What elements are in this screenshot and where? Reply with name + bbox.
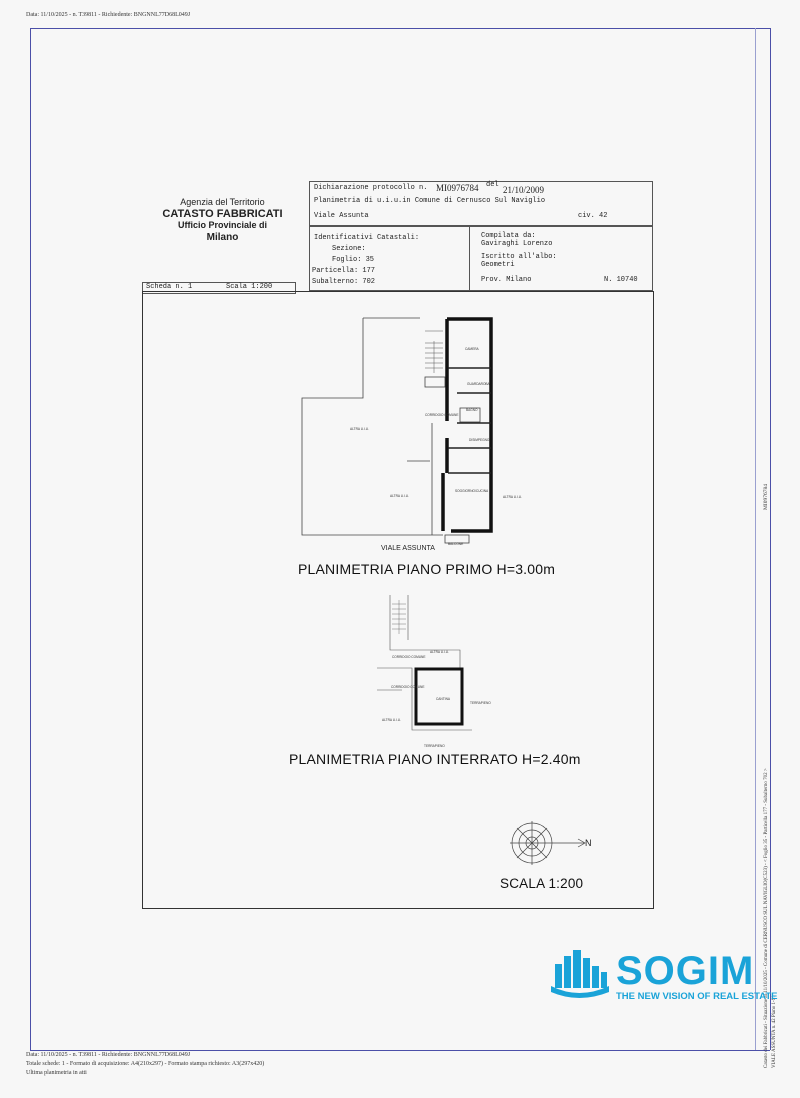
registered-label: Iscritto all'albo: (481, 253, 557, 261)
frame-inner-right (755, 28, 756, 1050)
agency-heading (150, 197, 295, 243)
basement-title: PLANIMETRIA PIANO INTERRATO H=2.40m (289, 751, 581, 767)
civic-number: civ. 42 (578, 212, 608, 220)
room-altra-2: ALTRA U.I.U. (390, 494, 409, 498)
sogim-logo-icon (549, 948, 611, 1000)
compiled-by: Compilata da: (481, 232, 536, 240)
first-floor-plan (295, 313, 530, 551)
room-camera: CAMERA (465, 347, 479, 351)
frame-right (770, 28, 771, 1050)
street-name: Viale Assunta (314, 212, 369, 220)
profession: Geometri (481, 261, 515, 269)
scala-small: Scala 1:200 (226, 283, 273, 291)
frame-left (30, 28, 31, 1050)
room-altra-b1: ALTRA U.I.U. (430, 650, 449, 654)
room-altra-b2: ALTRA U.I.U. (382, 718, 401, 722)
room-altra-3: ALTRA U.I.U. (503, 495, 522, 499)
agency-line3: Ufficio Provinciale di (177, 220, 268, 230)
footer-line1: Data: 11/10/2025 - n. T39811 - Richiedente: BNGNNL77D68L049J (26, 1052, 191, 1058)
agency-line1: Agenzia del Territorio (180, 197, 265, 207)
room-bagno: BAGNO (466, 408, 478, 412)
basement-stairs (392, 600, 406, 634)
compiler-name: Gaviraghi Lorenzo (481, 240, 553, 248)
protocol-label: Dichiarazione protocollo n. (314, 184, 428, 192)
side-line2: VIALE ASSUNTA n. 42 Piano 1-S1 (772, 995, 777, 1068)
room-terrapieno-1: TERRAPIENO (470, 701, 491, 705)
room-guardaroba: GUARDAROBA (467, 382, 490, 386)
stairs (425, 331, 443, 373)
room-balcone: BALCONE (448, 542, 464, 546)
frame-bottom (30, 1050, 770, 1051)
logo-tagline: THE NEW VISION OF REAL ESTATE (616, 991, 778, 1002)
header-line: Data: 11/10/2025 - n. T39811 - Richiedente: BNGNNL77D68L049J (26, 12, 191, 18)
date-label: del (486, 181, 499, 189)
identifiers-divider (469, 225, 470, 290)
logo-name: SOGIM (616, 949, 755, 993)
room-corridoio-b2: CORRIDOIO COMUNE (391, 685, 425, 689)
side-code: MI0976784 (763, 484, 769, 510)
particella: Particella: 177 (312, 267, 376, 275)
planimetry-line: Planimetria di u.i.u.in Comune di Cernusco Sul Naviglio (314, 197, 546, 205)
footer-line2: Totale schede: 1 - Formato di acquisizione: A4(210x297) - Formato stampa richiesto: A3(297x420) (26, 1061, 265, 1067)
neighbour-outline (302, 318, 443, 535)
compass-north: N (585, 838, 592, 848)
province: Prov. Milano (481, 276, 532, 284)
basement-plan (372, 590, 512, 750)
room-soggiorno: SOGGIORNO/CUCINA (455, 489, 489, 493)
room-disimpegno: DISIMPEGNO (469, 438, 490, 442)
identifiers-title: Identificativi Catastali: (314, 234, 420, 242)
agency-line4: Milano (206, 231, 239, 243)
first-floor-title: PLANIMETRIA PIANO PRIMO H=3.00m (298, 561, 556, 577)
scale-label: SCALA 1:200 (500, 876, 584, 891)
room-corridoio-b1: CORRIDOIO COMUNE (392, 655, 426, 659)
agency-line2: CATASTO FABBRICATI (162, 207, 283, 220)
guardaroba-box (425, 377, 445, 387)
room-cantina: CANTINA (436, 697, 450, 701)
side-line1: Catasto dei Fabbricati - Situazione al 11/10/2025 - Comune di CERNUSCO SUL NAVIGLIO(C523) - < Foglio 35 - Particella 177 - Subalterno 702 > (764, 768, 769, 1068)
sezione: Sezione: (332, 245, 366, 253)
foglio: Foglio: 35 (332, 256, 375, 264)
footer-line3: Ultima planimetria in atti (26, 1070, 87, 1076)
street-label: VIALE ASSUNTA (381, 545, 435, 552)
register-number: N. 10740 (604, 276, 638, 284)
scheda-number: Scheda n. 1 (146, 283, 193, 291)
protocol-number: MI0976784 (436, 183, 479, 193)
subalterno: Subalterno: 702 (312, 278, 376, 286)
declaration-date: 21/10/2009 (503, 185, 545, 195)
room-corridoio: CORRIDOIO COMUNE (425, 413, 459, 417)
room-altra-1: ALTRA U.I.U. (350, 427, 369, 431)
frame-top (30, 28, 770, 29)
room-terrapieno-2: TERRAPIENO (424, 744, 445, 748)
